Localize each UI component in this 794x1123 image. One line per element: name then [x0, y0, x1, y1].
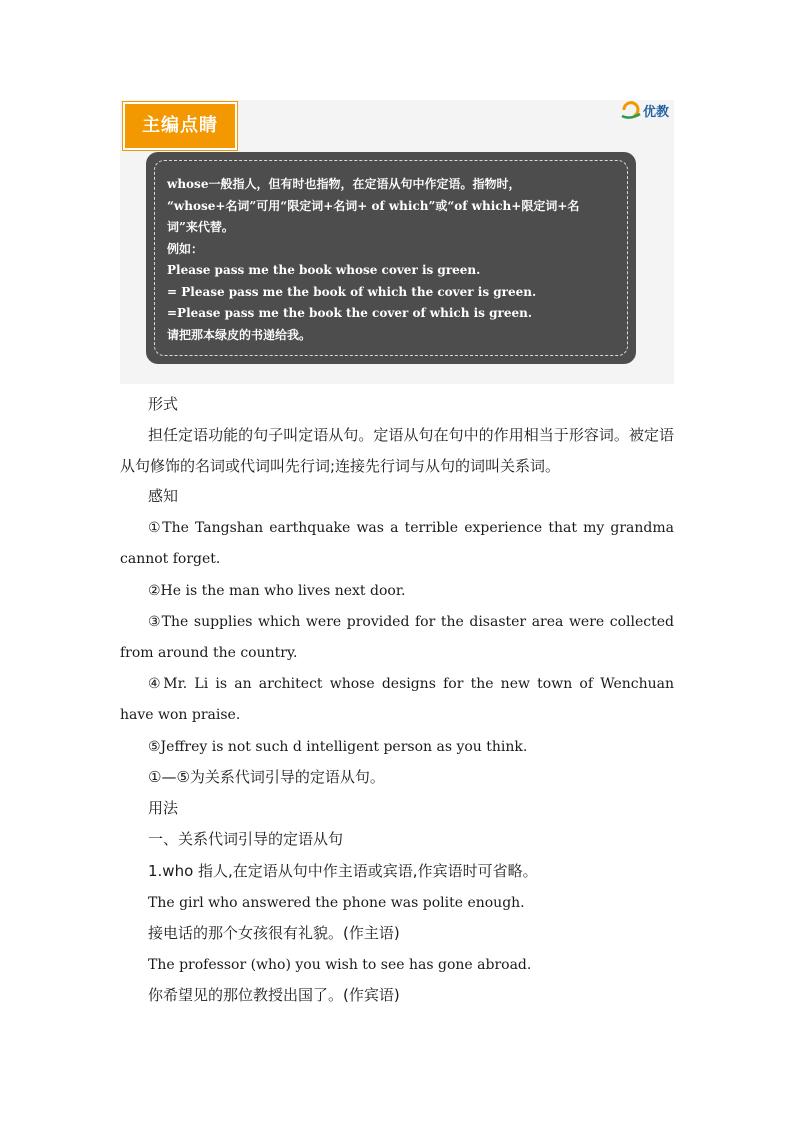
tip-line: “whose+名词”可用“限定词+名词+ of which”或“of which+限定词+名: [167, 198, 580, 213]
example-6-english: The girl who answered the phone was polite enough.: [148, 895, 525, 911]
example-7-english: The professor (who) you wish to see has gone abroad.: [148, 957, 532, 973]
heading-form: 形式: [148, 395, 179, 413]
publisher-logo: [620, 100, 674, 120]
summary-line: ①—⑤为关系代词引导的定语从句。: [148, 768, 385, 786]
logo-text: 优教: [643, 104, 670, 120]
banner-title-tag: 主编点睛: [123, 102, 237, 150]
tip-line: Please pass me the book whose cover is green.: [167, 263, 481, 277]
tip-line: 例如：: [167, 241, 204, 256]
tip-line: whose一般指人，但有时也指物，在定语从句中作定语。指物时，: [167, 177, 521, 191]
example-5: ⑤Jeffrey is not such d intelligent person as you think.: [148, 739, 528, 755]
tip-line: =Please pass me the book the cover of which is green.: [167, 306, 532, 320]
heading-section-1: 一、关系代词引导的定语从句: [148, 830, 344, 848]
example-1: ①The Tangshan earthquake was a terrible experience that my grandma cannot forget.: [120, 520, 674, 567]
tip-line: 请把那本绿皮的书递给我。: [167, 327, 312, 342]
example-7-chinese: 你希望见的那位教授出国了。(作宾语): [148, 986, 400, 1004]
example-2: ②He is the man who lives next door.: [148, 583, 406, 599]
logo-swirl-icon: [620, 101, 642, 119]
example-6-chinese: 接电话的那个女孩很有礼貌。(作主语): [148, 924, 400, 942]
highlight-banner: [120, 100, 674, 384]
heading-perceive: 感知: [148, 487, 179, 505]
heading-usage: 用法: [148, 799, 179, 817]
example-3: ③The supplies which were provided for the disaster area were collected from around the country.: [120, 614, 674, 661]
tip-box-text: [167, 174, 623, 346]
rule-who: 1.who 指人,在定语从句中作主语或宾语,作宾语时可省略。: [148, 862, 538, 880]
example-4: ④Mr. Li is an architect whose designs for the new town of Wenchuan have won praise.: [120, 676, 674, 723]
tip-box: [146, 152, 636, 364]
tip-line: 词”来代替。: [167, 220, 234, 234]
form-paragraph: 担任定语功能的句子叫定语从句。定语从句在句中的作用相当于形容词。被定语从句修饰的名词或代词叫先行词;连接先行词与从句的词叫关系词。: [120, 426, 674, 475]
tip-line: = Please pass me the book of which the cover is green.: [167, 284, 537, 299]
